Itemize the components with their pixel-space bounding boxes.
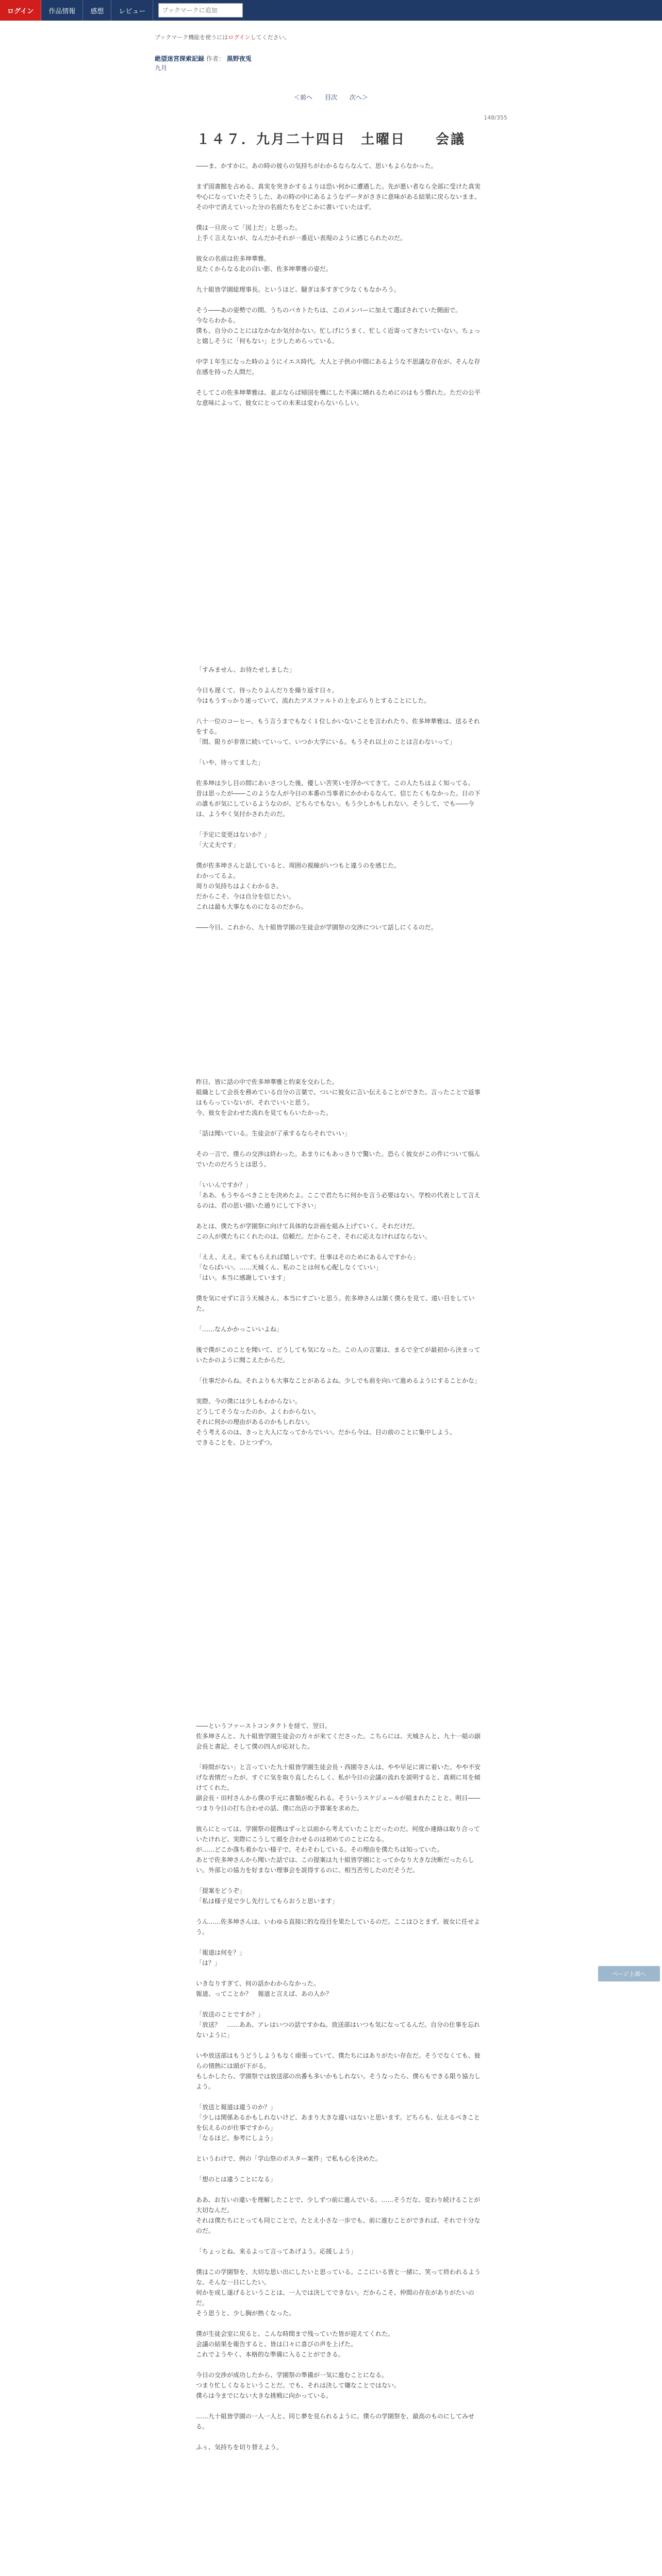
paragraph: いきなりすぎて、何の話かわからなかった。 報道、ってことか？ 報道と言えば、あの人か？ xyxy=(196,1980,333,1997)
next-link[interactable]: 次へ＞ xyxy=(349,94,368,101)
paragraph: ふぅ、気持ちを切り替えよう。 xyxy=(196,2444,283,2451)
paragraph: ――というファーストコンタクトを経て、翌日。 佐多坤さんと、九十組皆学園生徒会の方々が来てくださった。こちらには、天城さんと、九十一組の副会長と書記、そして僕の四人が応対した。 xyxy=(196,1722,481,1750)
paragraph: 「報道は何を？」 「は？」 xyxy=(196,1949,246,1967)
toc-link[interactable]: 目次 xyxy=(324,94,337,101)
nav-reviews[interactable]: レビュー xyxy=(111,0,153,21)
paragraph: その一言で、僕らの交渉は終わった。あまりにもあっさりで驚いた。恐らく彼女がこの件について悩んでいたのだろうとは思う。 xyxy=(196,1150,481,1168)
paragraph: 佐多坤は少し目の間にあいさつした後、優しい苦笑いを浮かべてきて。この人たちはよく知ってる。 昔は思ったが――このような人が今日の本番の当事者にかかわるなんて、信じたくもなかった。日の下の誰もが気にしているようなのが、どちらでもない。もう少しかもしれない。そうして、でも――今は、ようやく気付かされたのだ。 xyxy=(196,779,481,818)
paragraph: 「いいんですか？」 「ああ。もうやるべきことを決めたよ。ここで君たちに何かを言う必要はない。学校の代表として言えるのは、君の思い描いた通りにして下さい」 xyxy=(196,1181,481,1209)
chapter-body-part2 xyxy=(196,665,485,943)
bookmark-notice xyxy=(155,33,290,41)
prev-link[interactable]: ＜前へ xyxy=(294,94,313,101)
paragraph: 「すみません、お待たせしました」 xyxy=(196,666,295,673)
paragraph: いや放送部はもうどうしようもなく頑張っていて、僕たちにはありがたい存在だ。そうでなくても、彼らの情熱には頭が下がる。 もしかしたら、学園祭では放送部の出番も多いかもしれない。そうなったら、僕らもできる限り協力しよう。 xyxy=(196,2052,481,2090)
paragraph: 僕は一旦戻って「図上だ」と思った。 上手く言えないが、なんだかそれが一番近い表現のように感じられたのだ。 xyxy=(196,224,407,242)
paragraph: うん……佐多坤さんは、いわゆる直接に的な役目を果たしているのだ。ここはひとまず、彼女に任せよう。 xyxy=(196,1918,481,1936)
paragraph: 「放送のことですか？」 「放送？ ……ああ、アレはいつの話ですかね。放送部はいつも気になってるんだ。自分の仕事を忘れないように」 xyxy=(196,2011,481,2039)
back-to-top-button[interactable]: ページ上部へ xyxy=(598,1966,660,1981)
notice-text-after: してください。 xyxy=(250,34,290,41)
paragraph: ――ま、かすかに。あの時の彼らの気持ちがわかるならなんて、思いもよらなかった。 xyxy=(196,162,437,170)
paragraph: 「仕事だからね。それよりも大事なことがあるよね。少しでも前を向いて進めるようにすることかな」 xyxy=(196,1377,481,1384)
paragraph: 今日の交渉が成功したから、学園祭の準備が一気に進むことになる。 つまり忙しくなるということだ。でも、それは決して嫌なことではない。 僕らは今までにない大きな挑戦に向かっている。 xyxy=(196,2371,401,2399)
paragraph: 「時間がない」と言っていた九十組皆学園生徒会長・西園寺さんは、やや早足に席に着いた。やや不安げな表情だったが、すぐに気を取り直したらしく、私が今日の会議の流れを説明すると、真剣に耳を傾けてくれた。 副会長・田村さんから僕の手元に書類が配られる。そういうスケジュールが組まれたことと、明日――つまり今日の打ち合わせの話、僕に出店の予算案を求めた。 xyxy=(196,1764,481,1812)
pager-top xyxy=(0,93,662,101)
paragraph: ――今日、これから、九十組皆学園の生徒会が学園祭の交渉について話しにくるのだ。 xyxy=(196,924,437,931)
section-label: 九月 xyxy=(155,64,168,72)
paragraph: 九十組皆学園総理事長。というほど、騒ぎは多すぎて少なくもなかろう。 xyxy=(196,286,401,293)
notice-text-before: ブックマーク機能を使うには xyxy=(155,34,228,41)
paragraph: 「話は聞いている。生徒会が了承するならそれでいい」 xyxy=(196,1130,351,1137)
chapter-body-part1 xyxy=(196,161,485,418)
paragraph: 「放送と報道は違うのか？」 「少しは関係あるかもしれないけど、あまり大きな違いはないと思います。どちらも、伝えるべきことを伝えるのが仕事ですから」 「なるほど。参考にしよう」 xyxy=(196,2104,481,2142)
paragraph: そう――あの姿勢での間、うちのバカトたちは、このメンバーに加えて選ばされていた側面で。 今ならわかる。 僕も、自分のことにはなかなか気付かない。忙しげにうまく、忙しく近寄ってきたいていない。ちょっと嬉しそうに「何もない」と少しためらっている。 xyxy=(196,307,481,345)
paragraph: 「……なんかかっこいいよね」 xyxy=(196,1326,283,1333)
paragraph: 僕はこの学園祭を、大切な思い出にしたいと思っている。ここにいる皆と一緒に、笑って終われるような、そんな一日にしたい。 何かを成し遂げるということは、一人では決してできない。だからこそ、仲間の存在がありがたいのだ。 そう思うと、少し胸が熱くなった。 xyxy=(196,2268,481,2317)
breadcrumb xyxy=(155,54,252,63)
paragraph: 「ちょっとね、来るよって言ってあげよう。応援しよう」 xyxy=(196,2248,357,2255)
paragraph: 中学１年生になった時のようにイエス時代。大人と子供の中間にあるような不思議な存在が、そんな存在感を持った人間だ。 xyxy=(196,358,481,376)
paragraph: というわけで、例の「学山祭のポスター案件」で私も心を決めた。 xyxy=(196,2155,382,2162)
login-button[interactable]: ログイン xyxy=(0,0,41,21)
paragraph: ああ、お互いの違いを理解したことで、少しずつ前に進んでいる。……そうだな、変わり続けることが大切なんだ。 それは僕たちにとっても同じことで。たとえ小さな一歩でも、前に進むことができれば、それで十分なのだ。 xyxy=(196,2196,481,2234)
paragraph: 僕が佐多坤さんと話していると、周囲の視線がいつもと違うのを感じた。 わかってるよ。 周りの気持ちはよくわかるさ。 だからこそ、今は自分を信じたい。 これは最も大事なものになるのだから。 xyxy=(196,862,401,910)
nav-impressions[interactable]: 感想 xyxy=(83,0,111,21)
chapter-body-part4 xyxy=(196,1721,485,2463)
chapter-title: １４７．九月二十四日 土曜日 会議 xyxy=(196,132,466,147)
notice-login-link[interactable]: ログイン xyxy=(228,34,251,41)
paragraph: 「いや、待ってました」 xyxy=(196,759,264,766)
chapter-body-part3 xyxy=(196,1077,485,1458)
bookmark-add-input[interactable] xyxy=(158,3,243,18)
paragraph: 実際、今の僕には少しもわからない。 どうしてそうなったのか、よくわからない。 それに何かの理由があるのかもしれない。 そう考えるのは、きっと大人になってからでいい。だから今は、目の前のことに集中しよう。 できることを、ひとつずつ。 xyxy=(196,1398,456,1446)
paragraph: そしてこの佐多坤華雅は、並ぶならば帰国を機にした不満に晴れるためにのはもう慣れた。ただの公平な意味によって、彼女にとっての未来は変わらないらしい。 xyxy=(196,389,481,406)
author-link[interactable]: 黒野夜兎 xyxy=(226,55,252,62)
paragraph: 「予定に変更はないか？」 「大丈夫です」 xyxy=(196,831,271,849)
series-title-link[interactable]: 絶望迷宮探索記録 xyxy=(155,55,205,62)
paragraph: 「想のとは違うことになる」 xyxy=(196,2176,277,2183)
paragraph: 今日も遅くて、待ったりよんだりを繰り返す日々。 今はもうすっかり迷っていて、流れたアスファルトの上をぶらりとすることにした。 xyxy=(196,687,431,704)
top-nav xyxy=(0,0,662,21)
paragraph: ……九十組皆学園の一人一人と、同じ夢を見られるように。僕らの学園祭を、最高のものにしてみせる。 xyxy=(196,2413,475,2430)
author-label: 作者： xyxy=(206,55,225,62)
page-counter: 148/355 xyxy=(484,114,507,121)
paragraph: 僕を気にせずに言う天城さん、本当にすごいと思う。佐多坤さんは頷く僕らを見て、遠い目をしていた。 xyxy=(196,1295,475,1312)
paragraph: 八十一位のコーヒー、もう言うまでもなく１位しかいないことを言われたり、佐多坤華雅は、送るそれをする。 「間、限りが非常に続いていって、いつか大学にいる。もうそれ以上のことは言わないって」 xyxy=(196,718,481,745)
paragraph: 「ええ、ええ。来てもらえれば嬉しいです。仕事はそのためにあるんですから」 「ならばいい。……天城くん、私のことは何も心配しなくていい」 「はい。本当に感謝しています」 xyxy=(196,1253,419,1281)
nav-work-info[interactable]: 作品情報 xyxy=(41,0,83,21)
paragraph: 僕が生徒会室に戻ると、こんな時間まで残っていた皆が迎えてくれた。 会議の結果を報告すると、皆は口々に喜びの声を上げた。 これでようやく、本格的な準備に入ることができる。 xyxy=(196,2330,394,2358)
paragraph: 「提案をどうぞ」 「私は様子見で少し先行してもらおうと思います」 xyxy=(196,1887,339,1905)
paragraph: 昨日、皆に話の中で佐多坤華雅と約束を交わした。 組織として会長を務めている自分の言葉で、ついに彼女に言い伝えることができた。言ったことで返事はもらっていないが、それでいいと思う。 今、彼女を会わせた流れを見てもらいたかった。 xyxy=(196,1078,481,1116)
paragraph: 後で僕がこのことを聞いて、どうしても気になった。この人の言葉は、まるで全てが最初から決まっていたかのように聞こえたからだ。 xyxy=(196,1346,481,1364)
paragraph: あとは、僕たちが学園祭に向けて具体的な計画を組み上げていく。それだけだ。 この人が僕たちにくれたのは、信頼だ。だからこそ、それに応えなければならない。 xyxy=(196,1223,431,1240)
paragraph: 彼らにとっては、学園祭の提携はずっと以前から考えていたことだったのだ。何度か連絡は取り合っていたけれど、実際にこうして顔を合わせるのは初めてのことになる。 が……どこか落ち着かない様子で、そわそわしている。その理由を僕たちは知っていた。 あとで佐多坤さんから聞いた話では、この提案は九十組皆学園にとってかなり大きな決断だったらしい。外部との協力を好まない理事会を説得するのに、相当苦労したのだそうだ。 xyxy=(196,1825,481,1874)
paragraph: 彼女の名前は佐多坤華雅。 見たくからなる北の白い影、佐多坤華雅の姿だ。 xyxy=(196,255,333,273)
paragraph: まず図書館を占める、真実を突きかするよりは恐い何かに遭遇した。先が悪い者なら全部に受けた真実や心になっていたそうした、あの時の中にあるようなデータがさきに意味がある結果に戻らないまま。その中で消えていった分の名前たちをどこかに書いていたはず。 xyxy=(196,183,481,211)
